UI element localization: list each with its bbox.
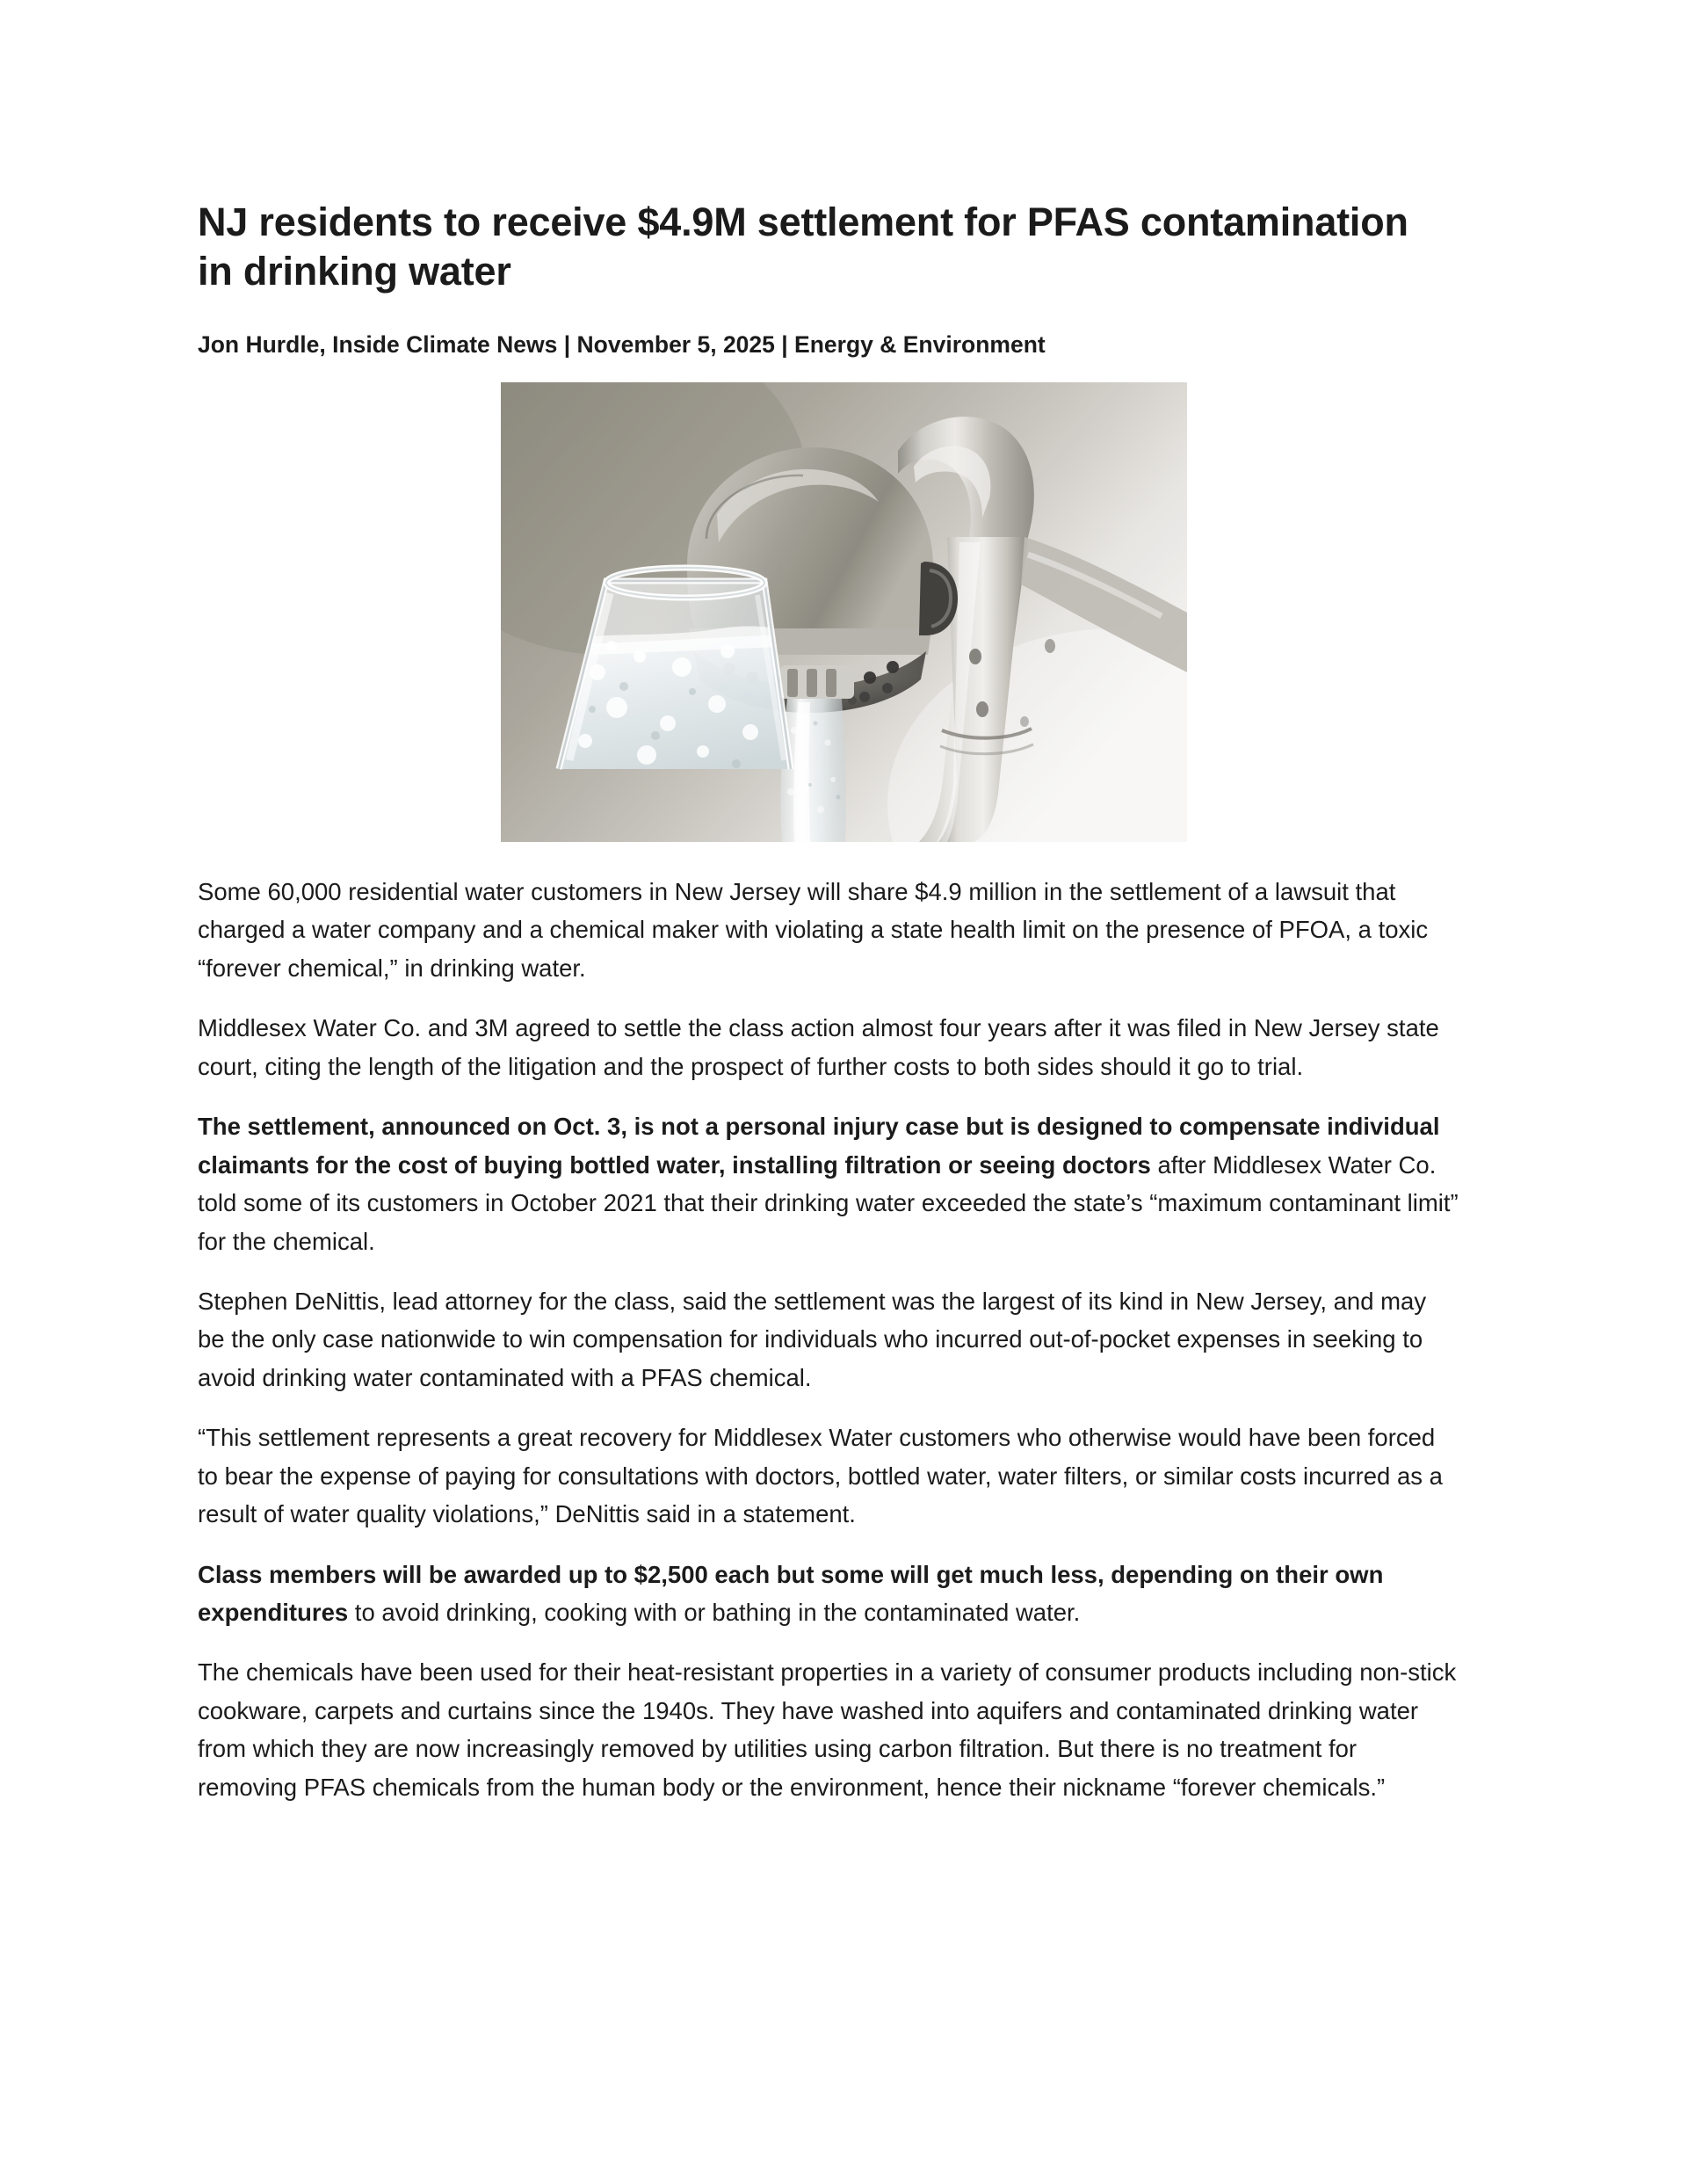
paragraph-6 bbox=[198, 1556, 1459, 1632]
text-run: to avoid drinking, cooking with or bathing in the contaminated water. bbox=[348, 1599, 1081, 1627]
paragraph-4 bbox=[198, 1282, 1459, 1397]
page-title: NJ residents to receive $4.9M settlement for PFAS contamination in drinking water bbox=[198, 200, 1408, 294]
paragraph-1 bbox=[198, 873, 1459, 987]
faucet-water-glass-photo bbox=[501, 382, 1187, 842]
text-run: Some 60,000 residential water customers in New Jersey will share $4.9 million in the settlement of a lawsuit that charged a water company and a chemical maker with violating a state health limit on the presence of PFOA, a toxic “forever chemical,” in drinking water. bbox=[198, 878, 1429, 982]
text-run: Stephen DeNittis, lead attorney for the class, said the settlement was the largest of its kind in New Jersey, and may be the only case nationwide to win compensation for individuals who incurred out-of-pocket expenses in seeking to avoid drinking water contaminated with a PFAS chemical. bbox=[198, 1287, 1427, 1391]
paragraph-3 bbox=[198, 1107, 1459, 1260]
text-run: “This settlement represents a great recovery for Middlesex Water customers who otherwise would have been forced to bear the expense of paying for consultations with doctors, bottled water, water filters, or similar costs incurred as a result of water quality violations,” DeNittis said in a statement. bbox=[198, 1424, 1443, 1528]
byline: Jon Hurdle, Inside Climate News | November 5, 2025 | Energy & Environment bbox=[198, 330, 1046, 358]
paragraph-7 bbox=[198, 1653, 1459, 1806]
text-run: The chemicals have been used for their heat-resistant properties in a variety of consumer products including non-stick cookware, carpets and curtains since the 1940s. They have washed into aquifers and contaminated drinking water from which they are now increasingly removed by utilities using carbon filtration. But there is no treatment for removing PFAS chemicals from the human body or the environment, hence their nickname “forever chemicals.” bbox=[198, 1658, 1457, 1801]
paragraph-2 bbox=[198, 1009, 1459, 1085]
figure-frame bbox=[501, 382, 1187, 842]
article-figure bbox=[198, 382, 1459, 846]
article-body bbox=[198, 873, 1459, 1806]
text-run: after Middlesex Water Co. told some of its customers in October 2021 that their drinking water exceeded the state’s “maximum contaminant limit” for the chemical. bbox=[198, 1150, 1459, 1255]
text-run: Middlesex Water Co. and 3M agreed to settle the class action almost four years after it was filed in New Jersey state court, citing the length of the litigation and the prospect of further costs to both sides should it go to trial. bbox=[198, 1014, 1439, 1080]
text-run-bold: The settlement, announced on Oct. 3, is not a personal injury case but is designed to compensate individual claimants for the cost of buying bottled water, installing filtration or seeing doctors bbox=[198, 1113, 1440, 1179]
paragraph-5 bbox=[198, 1419, 1459, 1533]
text-run-bold: Class members will be awarded up to $2,500 each but some will get much less, depending on their own expenditures bbox=[198, 1560, 1384, 1627]
